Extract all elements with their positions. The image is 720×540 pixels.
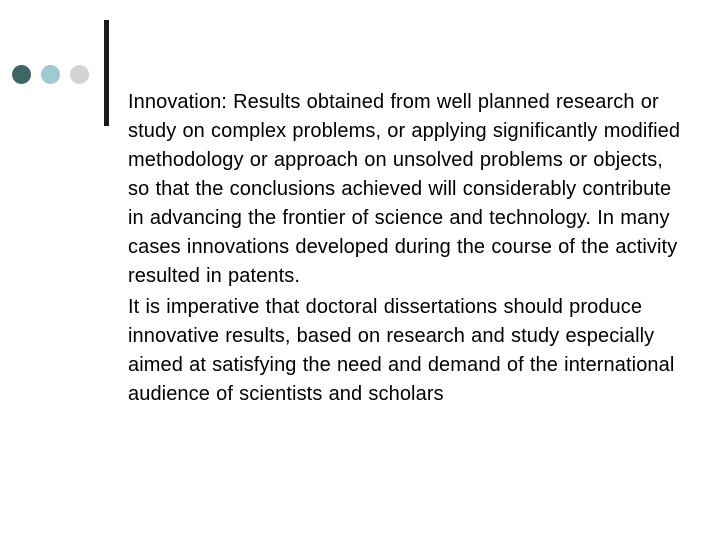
- decorative-dot-dark: [12, 65, 31, 84]
- innovation-term: Innovation: [128, 91, 222, 113]
- decorative-dot-gray: [70, 65, 89, 84]
- dissertation-paragraph: It is imperative that doctoral dissertations should produce innovative results, based on research and study especially aimed at satisfying the need and demand of the international audience of scientists and scholars: [128, 296, 675, 405]
- slide-content: [128, 88, 688, 409]
- innovation-paragraph: [128, 88, 688, 291]
- decorative-dot-light: [41, 65, 60, 84]
- decorative-vertical-bar: [104, 20, 109, 126]
- innovation-definition: : Results obtained from well planned research or study on complex problems, or applying significantly modified methodology or approach on unsolved problems or objects, so that the conclusions achieved will considerably contribute in advancing the frontier of science and technology. In many cases innovations developed during the course of the activity resulted in patents.: [128, 91, 681, 287]
